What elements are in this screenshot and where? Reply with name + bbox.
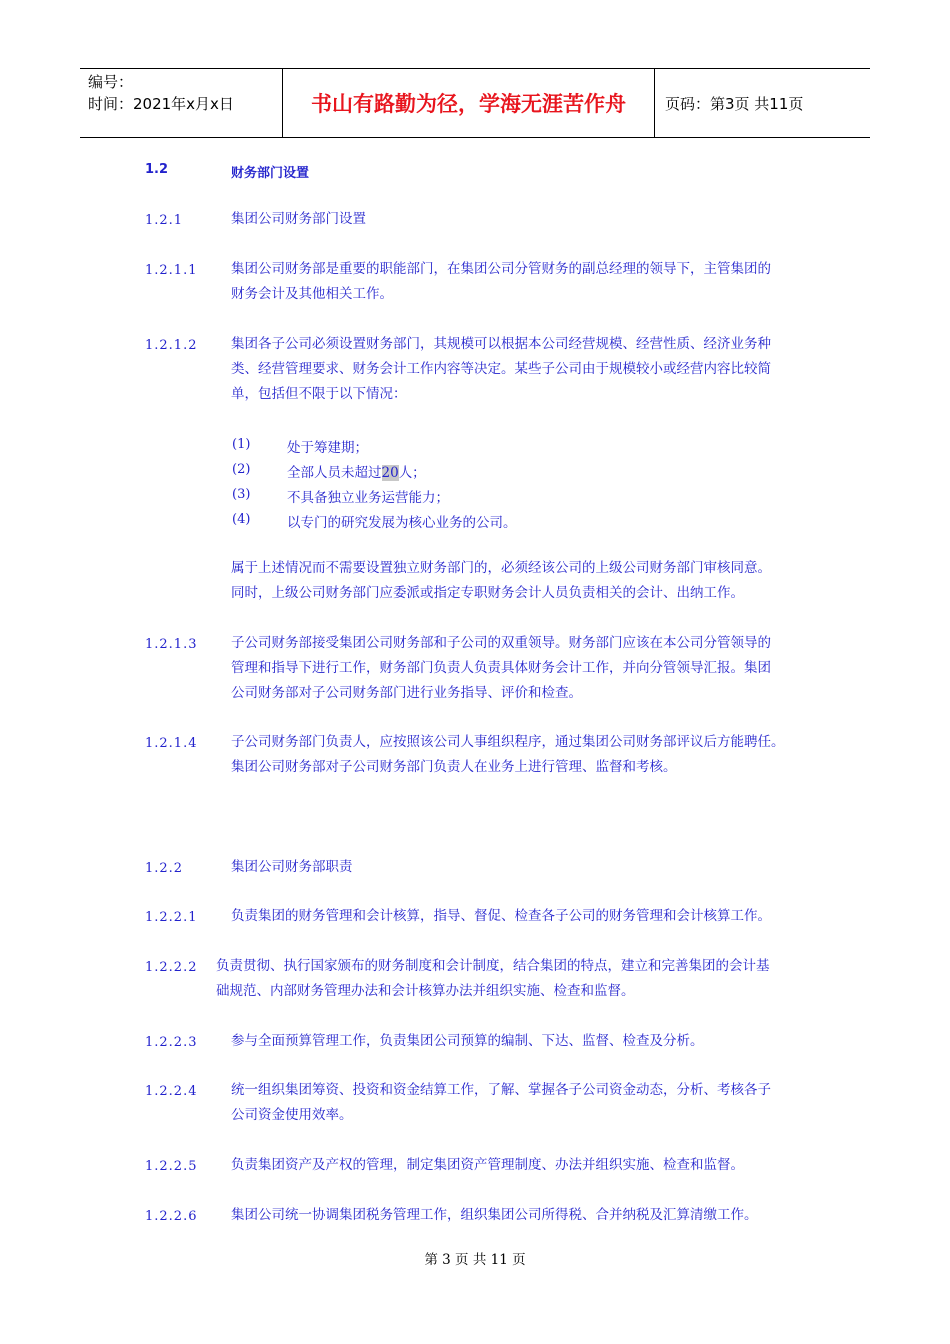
paragraph-line: 础规范、内部财务管理办法和会计核算办法并组织实施、检查和监督。 xyxy=(216,983,635,999)
paragraph-line: 集团各子公司必须设置财务部门，其规模可以根据本公司经营规模、经营性质、经济业务种 xyxy=(231,336,771,352)
paragraph-line: 公司财务部对子公司财务部门进行业务指导、评价和检查。 xyxy=(231,685,582,701)
s1212-paragraph xyxy=(231,332,771,407)
s1222-paragraph xyxy=(216,954,770,1004)
list-item-number: (2) xyxy=(232,462,251,477)
paragraph-line: 财务会计及其他相关工作。 xyxy=(231,286,393,302)
s1223-paragraph: 参与全面预算管理工作，负责集团公司预算的编制、下达、监督、检查及分析。 xyxy=(231,1033,704,1049)
page-footer: 第 3 页 共 11 页 xyxy=(424,1252,526,1268)
list-item-text: 以专门的研究发展为核心业务的公司。 xyxy=(287,515,517,531)
paragraph-line: 管理和指导下进行工作，财务部门负责人负责具体财务会计工作，并向分管领导汇报。集团 xyxy=(231,660,771,676)
page-header xyxy=(80,68,870,138)
highlighted-number: 20 xyxy=(381,465,399,481)
header-motto: 书山有路勤为径，学海无涯苦作舟 xyxy=(283,69,655,137)
list-item-text-pre: 全部人员未超过 xyxy=(287,465,382,481)
s1211-number: 1.2.1.1 xyxy=(145,263,198,278)
paragraph-line: 统一组织集团筹资、投资和资金结算工作，了解、掌握各子公司资金动态，分析、考核各子 xyxy=(231,1082,771,1098)
time-label: 时间：2021年x月x日 xyxy=(88,95,234,113)
paragraph-line: 集团公司财务部对子公司财务部门负责人在业务上进行管理、监督和考核。 xyxy=(231,759,677,775)
s1214-number: 1.2.1.4 xyxy=(145,736,198,751)
s1213-paragraph xyxy=(231,631,771,706)
list-item-text-post: 人； xyxy=(398,465,426,481)
s122-number: 1.2.2 xyxy=(145,861,184,876)
header-page-label: 页码：第3页 共11页 xyxy=(665,94,804,113)
header-meta xyxy=(80,69,283,137)
paragraph-line: 子公司财务部门负责人，应按照该公司人事组织程序，通过集团公司财务部评议后方能聘任。 xyxy=(231,734,785,750)
list-item-text xyxy=(287,461,426,481)
s1213-number: 1.2.1.3 xyxy=(145,637,198,652)
s122-title: 集团公司财务部职责 xyxy=(231,859,353,875)
number-label: 编号： xyxy=(88,73,134,91)
section-title: 财务部门设置 xyxy=(231,166,310,181)
s1211-paragraph xyxy=(231,257,771,307)
s1224-number: 1.2.2.4 xyxy=(145,1084,198,1099)
list-item-text: 处于筹建期； xyxy=(287,440,368,456)
paragraph-line: 类、经营管理要求、财务会计工作内容等决定。某些子公司由于规模较小或经营内容比较简 xyxy=(231,361,771,377)
s1226-number: 1.2.2.6 xyxy=(145,1209,198,1224)
list-item-text: 不具备独立业务运营能力； xyxy=(287,490,449,506)
paragraph-line: 负责贯彻、执行国家颁布的财务制度和会计制度，结合集团的特点，建立和完善集团的会计基 xyxy=(216,958,770,974)
s1221-number: 1.2.2.1 xyxy=(145,910,198,925)
paragraph-line: 单，包括但不限于以下情况： xyxy=(231,386,407,402)
list-item-number: (4) xyxy=(232,512,251,527)
s1221-paragraph: 负责集团的财务管理和会计核算，指导、督促、检查各子公司的财务管理和会计核算工作。 xyxy=(231,908,771,924)
s1223-number: 1.2.2.3 xyxy=(145,1035,198,1050)
s1226-paragraph: 集团公司统一协调集团税务管理工作，组织集团公司所得税、合并纳税及汇算清缴工作。 xyxy=(231,1207,758,1223)
paragraph-line: 同时，上级公司财务部门应委派或指定专职财务会计人员负责相关的会计、出纳工作。 xyxy=(231,585,744,601)
paragraph-line: 集团公司财务部是重要的职能部门，在集团公司分管财务的副总经理的领导下，主管集团的 xyxy=(231,261,771,277)
list-item-number: (3) xyxy=(232,487,251,502)
s1212-number: 1.2.1.2 xyxy=(145,338,198,353)
list-item-number: (1) xyxy=(232,437,251,452)
s1225-number: 1.2.2.5 xyxy=(145,1159,198,1174)
s1222-number: 1.2.2.2 xyxy=(145,960,198,975)
section-number: 1.2 xyxy=(145,162,169,177)
s121-number: 1.2.1 xyxy=(145,213,184,228)
s1224-paragraph xyxy=(231,1078,771,1128)
paragraph-line: 属于上述情况而不需要设置独立财务部门的，必须经该公司的上级公司财务部门审核同意。 xyxy=(231,560,771,576)
s1225-paragraph: 负责集团资产及产权的管理，制定集团资产管理制度、办法并组织实施、检查和监督。 xyxy=(231,1157,744,1173)
s1214-paragraph xyxy=(231,730,785,780)
paragraph-line: 公司资金使用效率。 xyxy=(231,1107,353,1123)
s1212-after-paragraph xyxy=(231,556,771,606)
paragraph-line: 子公司财务部接受集团公司财务部和子公司的双重领导。财务部门应该在本公司分管领导的 xyxy=(231,635,771,651)
s121-title: 集团公司财务部门设置 xyxy=(231,211,366,227)
